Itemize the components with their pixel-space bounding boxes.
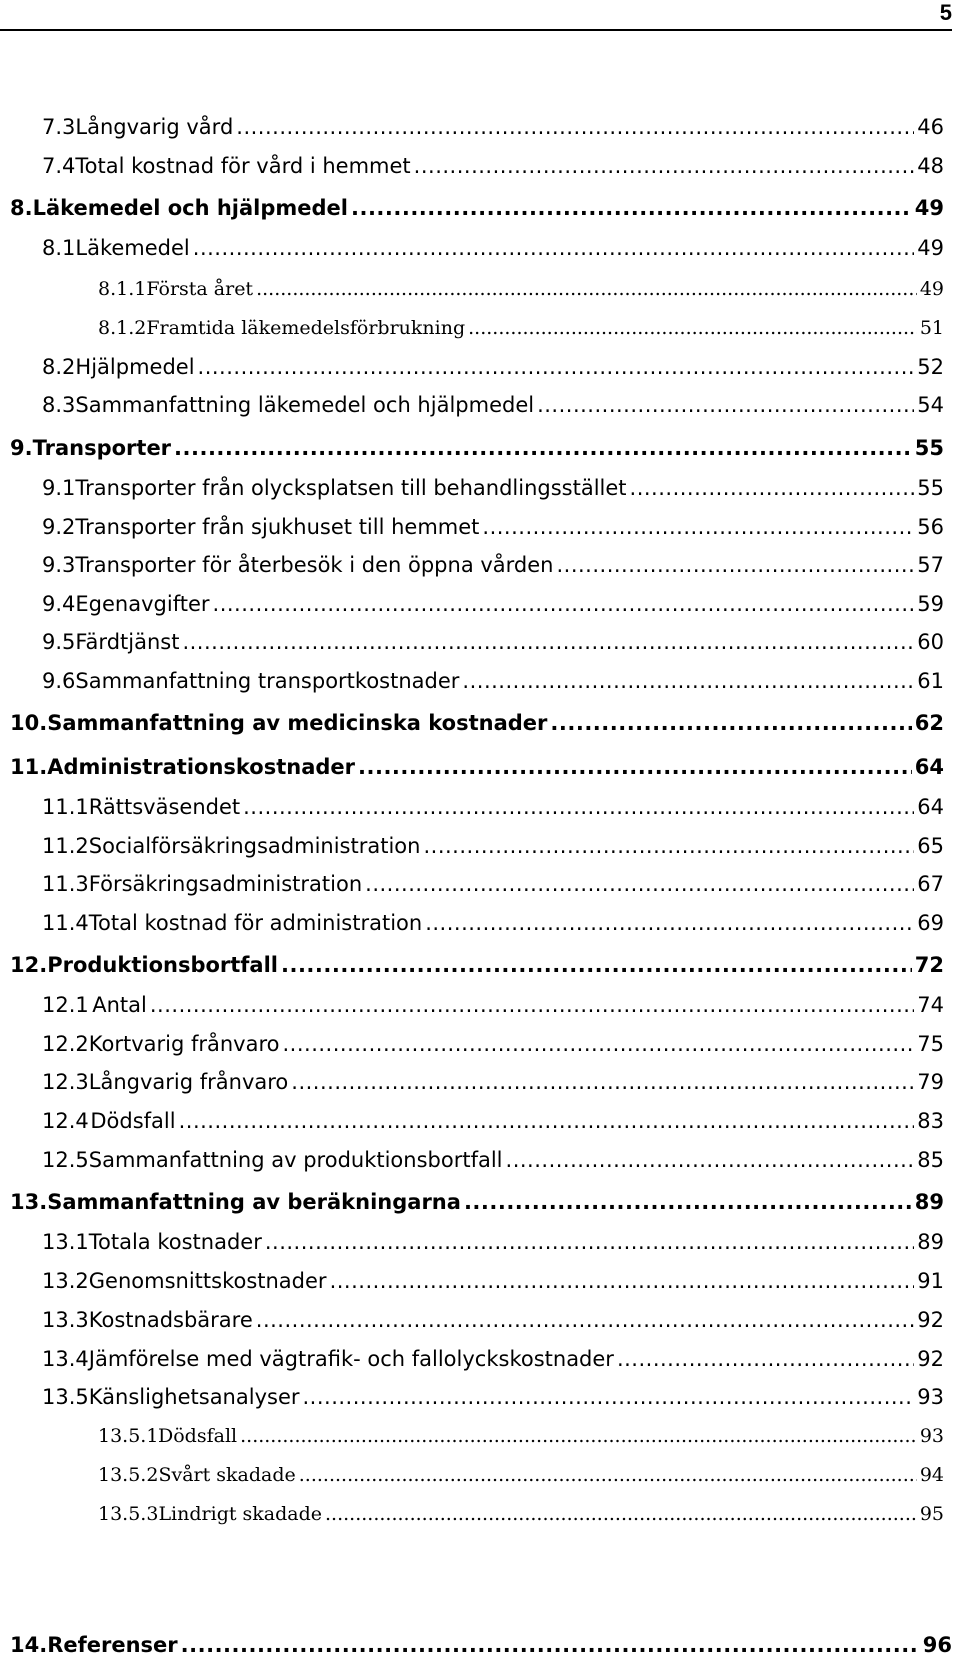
toc-entry-page: 74 bbox=[917, 993, 944, 1017]
toc-entry-title: Sammanfattning av beräkningarna bbox=[47, 1190, 461, 1214]
toc-entry-title: Genomsnittskostnader bbox=[88, 1269, 327, 1293]
toc-entry-page: 49 bbox=[914, 196, 944, 220]
toc-entry-number: 13.5.3 bbox=[98, 1503, 159, 1525]
toc-entry-page: 96 bbox=[922, 1633, 952, 1657]
toc-entry-title: Hjälpmedel bbox=[75, 355, 195, 379]
toc-entry-page: 51 bbox=[919, 317, 944, 339]
toc-entry-title: Transporter bbox=[32, 436, 172, 460]
toc-entry-title: Referenser bbox=[47, 1633, 178, 1657]
toc-entry-page: 62 bbox=[914, 711, 944, 735]
toc-entry-number: 12.2 bbox=[42, 1032, 89, 1056]
toc-entry-page: 83 bbox=[917, 1109, 944, 1133]
toc-entry-number: 10. bbox=[10, 711, 48, 735]
toc-entry-number: 9.3 bbox=[42, 553, 76, 577]
toc-leader-dots bbox=[506, 1148, 915, 1172]
toc-leader-dots bbox=[537, 393, 914, 417]
toc-leader-dots bbox=[182, 630, 914, 654]
toc-entry-number: 13.5.1 bbox=[98, 1425, 159, 1447]
toc-entry-title: Antal bbox=[92, 993, 147, 1017]
toc-leader-dots bbox=[330, 1269, 915, 1293]
toc-entry[interactable] bbox=[0, 1308, 952, 1338]
toc-entry-number: 8.3 bbox=[42, 393, 76, 417]
toc-entry[interactable] bbox=[0, 436, 952, 466]
toc-entry-page: 65 bbox=[917, 834, 944, 858]
toc-entry-page: 91 bbox=[917, 1269, 944, 1293]
toc-entry-page: 55 bbox=[914, 436, 944, 460]
toc-leader-dots bbox=[468, 317, 917, 339]
toc-leader-dots bbox=[179, 1109, 915, 1133]
toc-entry-page: 69 bbox=[917, 911, 944, 935]
toc-entry-page: 89 bbox=[914, 1190, 944, 1214]
toc-entry[interactable] bbox=[0, 1190, 952, 1220]
toc-entry-number: 11.3 bbox=[42, 872, 89, 896]
toc-leader-dots bbox=[425, 911, 914, 935]
toc-entry-number: 12. bbox=[10, 953, 48, 977]
toc-leader-dots bbox=[240, 1425, 917, 1447]
toc-leader-dots bbox=[414, 154, 915, 178]
toc-entry[interactable] bbox=[0, 515, 952, 545]
toc-leader-dots bbox=[281, 953, 912, 977]
toc-entry[interactable] bbox=[0, 236, 952, 266]
toc-entry-title: Första året bbox=[146, 278, 254, 300]
toc-entry-number: 14. bbox=[10, 1633, 48, 1657]
toc-entry-number: 11. bbox=[10, 755, 48, 779]
toc-entry-number: 9.2 bbox=[42, 515, 76, 539]
toc-entry-number: 12.3 bbox=[42, 1070, 89, 1094]
toc-entry-number: 7.3 bbox=[42, 115, 76, 139]
toc-entry-number: 8.1 bbox=[42, 236, 76, 260]
toc-entry-title: Läkemedel och hjälpmedel bbox=[32, 196, 348, 220]
toc-entry-title: Svårt skadade bbox=[158, 1464, 296, 1486]
toc-entry[interactable] bbox=[0, 993, 952, 1023]
toc-leader-dots bbox=[193, 236, 914, 260]
toc-entry[interactable] bbox=[0, 872, 952, 902]
toc-entry-number: 11.1 bbox=[42, 795, 89, 819]
toc-entry-title: Dödsfall bbox=[90, 1109, 176, 1133]
toc-entry[interactable] bbox=[0, 278, 952, 308]
toc-entry-page: 48 bbox=[917, 154, 944, 178]
toc-entry-title: Sammanfattning transportkostnader bbox=[75, 669, 460, 693]
toc-entry-number: 9.5 bbox=[42, 630, 76, 654]
toc-entry-number: 13. bbox=[10, 1190, 48, 1214]
toc-leader-dots bbox=[299, 1464, 917, 1486]
toc-entry[interactable] bbox=[0, 834, 952, 864]
toc-entry-page: 93 bbox=[917, 1385, 944, 1409]
toc-entry-page: 46 bbox=[917, 115, 944, 139]
toc-entry[interactable] bbox=[0, 1148, 952, 1178]
toc-entry-page: 49 bbox=[917, 236, 944, 260]
toc-entry[interactable] bbox=[0, 1347, 952, 1377]
toc-entry-page: 54 bbox=[917, 393, 944, 417]
toc-entry[interactable] bbox=[0, 755, 952, 785]
toc-entry[interactable] bbox=[0, 1464, 952, 1494]
toc-leader-dots bbox=[550, 711, 911, 735]
toc-entry-page: 94 bbox=[919, 1464, 944, 1486]
toc-entry-page: 75 bbox=[917, 1032, 944, 1056]
toc-entry-number: 9.4 bbox=[42, 592, 76, 616]
toc-leader-dots bbox=[423, 834, 914, 858]
toc-entry-page: 95 bbox=[919, 1503, 944, 1525]
toc-entry-page: 79 bbox=[917, 1070, 944, 1094]
toc-leader-dots bbox=[464, 1190, 912, 1214]
toc-entry-page: 67 bbox=[917, 872, 944, 896]
toc-entry[interactable] bbox=[0, 1503, 952, 1533]
toc-entry-title: Produktionsbortfall bbox=[47, 953, 278, 977]
toc-entry-title: Lindrigt skadade bbox=[158, 1503, 323, 1525]
toc-entry-title: Långvarig vård bbox=[75, 115, 234, 139]
toc-entry[interactable] bbox=[0, 795, 952, 825]
toc-entry-title: Känslighetsanalyser bbox=[88, 1385, 300, 1409]
toc-entry-title: Totala kostnader bbox=[88, 1230, 262, 1254]
toc-entry[interactable] bbox=[0, 1109, 952, 1139]
toc-entry-title: Dödsfall bbox=[158, 1425, 238, 1447]
toc-entry-page: 59 bbox=[917, 592, 944, 616]
toc-entry-page: 64 bbox=[917, 795, 944, 819]
toc-entry[interactable] bbox=[0, 630, 952, 660]
toc-entry-number: 8.1.2 bbox=[98, 317, 147, 339]
toc-entry[interactable] bbox=[0, 1385, 952, 1415]
toc-entry-page: 56 bbox=[917, 515, 944, 539]
toc-entry-number: 9. bbox=[10, 436, 33, 460]
toc-entry[interactable] bbox=[0, 669, 952, 699]
toc-entry-page: 49 bbox=[919, 278, 944, 300]
toc-leader-dots bbox=[556, 553, 914, 577]
toc-leader-dots bbox=[358, 755, 912, 779]
toc-entry[interactable] bbox=[0, 1032, 952, 1062]
toc-entry-title: Total kostnad för administration bbox=[88, 911, 423, 935]
toc-leader-dots bbox=[174, 436, 912, 460]
toc-entry[interactable] bbox=[0, 592, 952, 622]
toc-entry[interactable] bbox=[0, 476, 952, 506]
toc-entry[interactable] bbox=[0, 115, 952, 145]
toc-leader-dots bbox=[283, 1032, 915, 1056]
toc-entry[interactable] bbox=[0, 154, 952, 184]
toc-entry[interactable] bbox=[0, 553, 952, 583]
toc-entry[interactable] bbox=[0, 1070, 952, 1100]
toc-leader-dots bbox=[351, 196, 912, 220]
toc-entry-page: 61 bbox=[917, 669, 944, 693]
toc-entry-title: Transporter från sjukhuset till hemmet bbox=[75, 515, 480, 539]
toc-entry-title: Jämförelse med vägtrafik- och fallolyckskostnader bbox=[88, 1347, 614, 1371]
toc-entry-title: Transporter från olycksplatsen till behandlingsstället bbox=[75, 476, 627, 500]
toc-entry-page: 60 bbox=[917, 630, 944, 654]
toc-entry-number: 7.4 bbox=[42, 154, 76, 178]
toc-entry[interactable] bbox=[0, 317, 952, 347]
toc-entry-page: 92 bbox=[917, 1347, 944, 1371]
toc-leader-dots bbox=[236, 115, 914, 139]
toc-entry[interactable] bbox=[0, 711, 952, 741]
toc-leader-dots bbox=[213, 592, 915, 616]
toc-entry-title: Läkemedel bbox=[75, 236, 190, 260]
toc-entry[interactable] bbox=[0, 393, 952, 423]
toc-entry[interactable] bbox=[0, 1633, 952, 1663]
toc-entry-number: 12.5 bbox=[42, 1148, 89, 1172]
toc-entry[interactable] bbox=[0, 355, 952, 385]
toc-leader-dots bbox=[150, 993, 914, 1017]
toc-entry-number: 9.1 bbox=[42, 476, 76, 500]
toc-entry-page: 55 bbox=[917, 476, 944, 500]
toc-entry-title: Färdtjänst bbox=[75, 630, 180, 654]
toc-leader-dots bbox=[291, 1070, 914, 1094]
toc-entry-number: 11.4 bbox=[42, 911, 89, 935]
toc-entry-title: Kostnadsbärare bbox=[88, 1308, 253, 1332]
toc-entry-page: 92 bbox=[917, 1308, 944, 1332]
toc-entry-title: Total kostnad för vård i hemmet bbox=[75, 154, 411, 178]
toc-entry-title: Administrationskostnader bbox=[47, 755, 356, 779]
toc-entry-number: 11.2 bbox=[42, 834, 89, 858]
toc-entry[interactable] bbox=[0, 196, 952, 226]
toc-entry-number: 8.1.1 bbox=[98, 278, 147, 300]
toc-leader-dots bbox=[198, 355, 915, 379]
toc-leader-dots bbox=[243, 795, 914, 819]
toc-entry[interactable] bbox=[0, 1425, 952, 1455]
toc-leader-dots bbox=[630, 476, 915, 500]
toc-entry-number: 9.6 bbox=[42, 669, 76, 693]
toc-entry-title: Framtida läkemedelsförbrukning bbox=[146, 317, 466, 339]
toc-entry-number: 8. bbox=[10, 196, 33, 220]
toc-leader-dots bbox=[482, 515, 914, 539]
page-number: 5 bbox=[939, 0, 952, 25]
toc-leader-dots bbox=[325, 1503, 917, 1525]
toc-entry[interactable] bbox=[0, 1230, 952, 1260]
toc-entry-title: Egenavgifter bbox=[75, 592, 210, 616]
toc-entry-page: 72 bbox=[914, 953, 944, 977]
toc-leader-dots bbox=[256, 1308, 915, 1332]
toc-entry-page: 93 bbox=[919, 1425, 944, 1447]
toc-entry-page: 85 bbox=[917, 1148, 944, 1172]
toc-entry-title: Rättsväsendet bbox=[88, 795, 241, 819]
toc-entry-page: 57 bbox=[917, 553, 944, 577]
toc-leader-dots bbox=[617, 1347, 914, 1371]
toc-entry-title: Sammanfattning av medicinska kostnader bbox=[47, 711, 548, 735]
toc-entry-title: Långvarig frånvaro bbox=[88, 1070, 289, 1094]
toc-entry-title: Försäkringsadministration bbox=[88, 872, 363, 896]
toc-entry-number: 8.2 bbox=[42, 355, 76, 379]
toc-entry-number: 12.1 bbox=[42, 993, 89, 1017]
toc-leader-dots bbox=[462, 669, 914, 693]
toc-leader-dots bbox=[181, 1633, 920, 1657]
toc-entry-number: 13.1 bbox=[42, 1230, 89, 1254]
toc-entry-number: 12.4 bbox=[42, 1109, 89, 1133]
toc-entry-number: 13.3 bbox=[42, 1308, 89, 1332]
toc-entry-page: 52 bbox=[917, 355, 944, 379]
toc-leader-dots bbox=[365, 872, 914, 896]
toc-entry-number: 13.5 bbox=[42, 1385, 89, 1409]
toc-entry-number: 13.2 bbox=[42, 1269, 89, 1293]
toc-entry-number: 13.5.2 bbox=[98, 1464, 159, 1486]
toc-leader-dots bbox=[265, 1230, 914, 1254]
toc-entry-title: Sammanfattning läkemedel och hjälpmedel bbox=[75, 393, 535, 417]
toc-entry-number: 13.4 bbox=[42, 1347, 89, 1371]
toc-leader-dots bbox=[256, 278, 917, 300]
toc-entry[interactable] bbox=[0, 1269, 952, 1299]
toc-entry[interactable] bbox=[0, 953, 952, 983]
toc-entry-page: 64 bbox=[914, 755, 944, 779]
toc-entry-title: Kortvarig frånvaro bbox=[88, 1032, 280, 1056]
toc-entry-title: Sammanfattning av produktionsbortfall bbox=[88, 1148, 503, 1172]
toc-entry-title: Transporter för återbesök i den öppna vården bbox=[75, 553, 554, 577]
toc-leader-dots bbox=[303, 1385, 915, 1409]
toc-entry[interactable] bbox=[0, 911, 952, 941]
toc-entry-page: 89 bbox=[917, 1230, 944, 1254]
toc-entry-title: Socialförsäkringsadministration bbox=[88, 834, 421, 858]
